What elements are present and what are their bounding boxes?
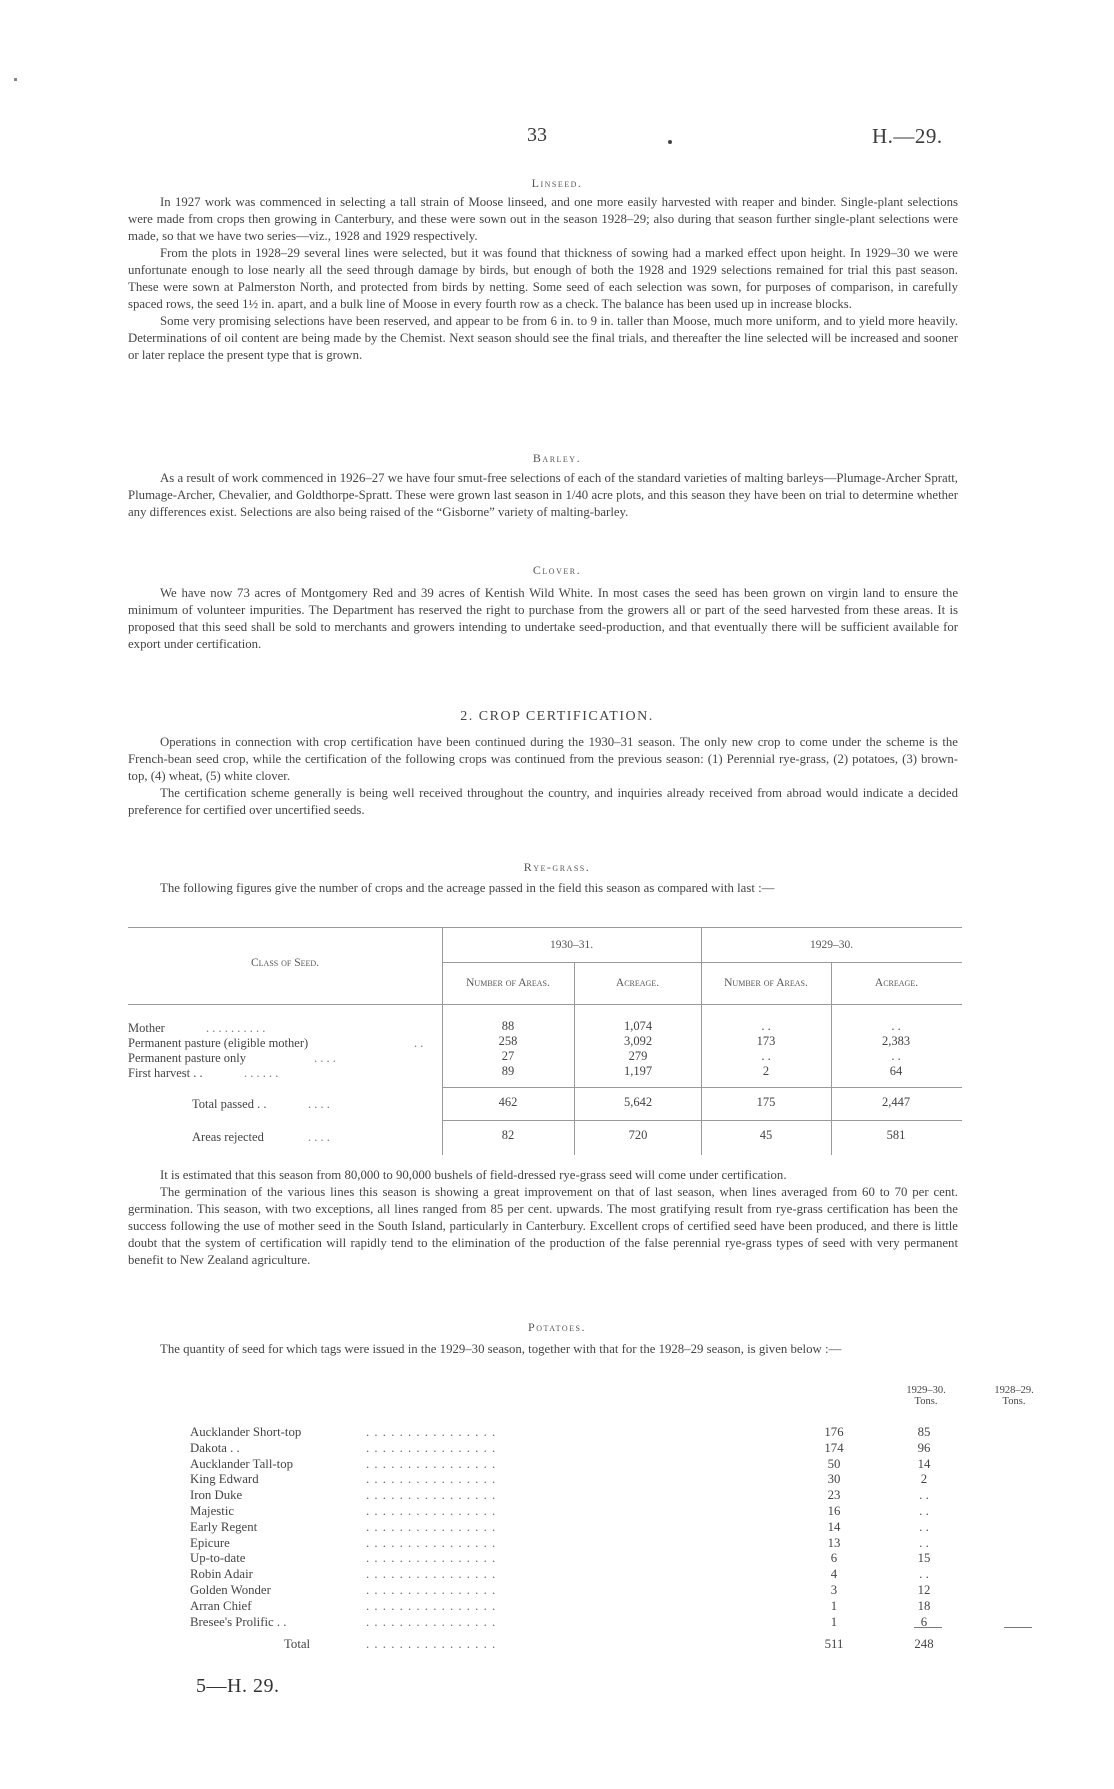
tons-1929-30: 1 — [830, 1614, 838, 1629]
row-label-permanent-only: Permanent pasture only — [128, 1051, 247, 1065]
rye-grass-intro-text: The following figures give the number of crops and the acreage passed in the field this season as compared with last :— — [160, 881, 775, 895]
total-1928-29: 248 — [914, 1637, 934, 1651]
rye-grass-heading: Rye-grass. — [523, 860, 591, 874]
row-label-permanent-eligible: Permanent pasture (eligible mother) — [128, 1036, 309, 1050]
table-vline-3 — [701, 927, 702, 1155]
tons-1928-29: 6 — [920, 1614, 928, 1629]
total-rule-1 — [914, 1627, 942, 1628]
table-top-rule — [128, 927, 962, 928]
tons-1929-30: 13 — [827, 1535, 841, 1550]
tons-1929-30: 14 — [827, 1519, 841, 1534]
crop-certification-heading: 2. CROP CERTIFICATION. — [460, 709, 654, 724]
tons-1929-30: 174 — [824, 1440, 844, 1455]
table-row — [190, 1488, 950, 1504]
potatoes-total-row — [284, 1637, 1044, 1653]
cell-value: 5,642 — [623, 1095, 653, 1109]
crop-certification-paragraph-1: Operations in connection with crop certification have been continued during the 1930–31 season. The only new crop to come under the scheme is the French-bean seed crop, while the certification of the following crops was continued from the previous season: (1) Perennial rye-grass, (2) potatoes, (3) brown-top, (4) wheat, (5) white clover. — [128, 735, 958, 783]
tons-1928-29: . . — [919, 1519, 929, 1534]
potatoes-intro-text: The quantity of seed for which tags were issued in the 1929–30 season, together with that for the 1928–29 season, is given below :— — [160, 1342, 842, 1356]
total-label: Total — [284, 1637, 311, 1651]
potato-variety: Iron Duke — [190, 1488, 243, 1503]
table-row — [190, 1583, 950, 1599]
clover-paragraph: We have now 73 acres of Montgomery Red and 39 acres of Kentish Wild White. In most cases the seed has been grown on virgin land to ensure the minimum of volunteer impurities. The Department has reserved the right to purchase from the growers all or part of the seed harvested from these areas. It is proposed that this seed shall be sold to merchants and growers intending to undertake seed-production, and that eventually there will be sufficient available for export under certification. — [128, 586, 958, 651]
dot-leader: . . . . . . . . . . . . . . . . — [366, 1567, 497, 1582]
cell-value: 82 — [501, 1128, 515, 1142]
tons-1929-30: 16 — [827, 1504, 841, 1518]
row-leader: . . . . — [314, 1051, 336, 1065]
cell-value: 88 — [501, 1019, 515, 1033]
potato-variety: King Edward — [190, 1472, 259, 1487]
cell-value: 173 — [756, 1034, 776, 1048]
tons-1929-30: 23 — [827, 1488, 841, 1503]
col-header-acreage-1929: Acreage. — [874, 977, 919, 989]
row-label-total-passed: Total passed . . — [192, 1097, 267, 1111]
total-leader: . . . . . . . . . . . . . . . . — [366, 1637, 497, 1651]
table-row — [190, 1520, 950, 1536]
dot-leader: . . . . . . . . . . . . . . . . — [366, 1598, 497, 1613]
cell-value: 2,447 — [881, 1095, 911, 1109]
cell-value: . . — [891, 1019, 901, 1033]
cell-value: . . — [761, 1019, 771, 1033]
tons-1928-29: . . — [919, 1488, 929, 1503]
potato-variety: Majestic — [190, 1504, 235, 1518]
potato-variety: Dakota . . — [190, 1440, 240, 1455]
rye-grass-paragraph-1: It is estimated that this season from 80,000 to 90,000 bushels of field-dressed rye-grass seed will come under certification. — [160, 1168, 787, 1182]
table-row — [190, 1599, 950, 1615]
class-of-seed-header: Class of Seed. — [250, 957, 320, 969]
potatoes-intro — [128, 1341, 958, 1358]
cell-value: 89 — [501, 1064, 515, 1078]
linseed-paragraph-1: In 1927 work was commenced in selecting a tall strain of Moose linseed, and one more easily harvested with reaper and binder. Single-plant selections were made from crops then growing in Canterbury, and these were sown out in the season 1928–29; also during that season further single-plant selections were made, so that we have two series—viz., 1928 and 1929 respectively. — [128, 195, 958, 243]
cell-value: 1,197 — [623, 1064, 653, 1078]
tons-1929-30: 1 — [830, 1598, 838, 1613]
row-leader: . . — [414, 1036, 424, 1050]
document-reference: H.—29. — [872, 124, 943, 148]
col-header-1928-29 — [984, 1385, 1044, 1407]
barley-paragraph: As a result of work commenced in 1926–27 we have four smut-free selections of each of the standard varieties of malting barleys—Plumage-Archer Spratt, Plumage-Archer, Chevalier, and Goldthorpe-Spratt. These were grown last season in 1/40 acre plots, and this season they have been on trial to determine whether any differences exist. Selections are also being raised of the “Gisborne” variety of malting-barley. — [128, 471, 958, 519]
dot-leader: . . . . . . . . . . . . . . . . — [366, 1488, 497, 1503]
group-header-1929-30: 1929–30. — [809, 939, 854, 951]
rye-grass-table — [128, 927, 962, 1155]
potato-variety: Golden Wonder — [190, 1583, 271, 1597]
potato-variety: Up-to-date — [190, 1551, 246, 1566]
crop-certification-body — [128, 734, 958, 819]
tons-1928-29: 96 — [917, 1440, 931, 1455]
tons-1928-29: 12 — [917, 1583, 931, 1597]
tons-1929-30: 6 — [830, 1551, 838, 1566]
dot-leader: . . . . . . . . . . . . . . . . — [366, 1535, 497, 1550]
dot-leader: . . . . . . . . . . . . . . . . — [366, 1551, 497, 1566]
potato-variety: Epicure — [190, 1535, 230, 1550]
row-leader: . . . . . . — [244, 1066, 279, 1080]
potato-variety: Arran Chief — [190, 1598, 252, 1613]
linseed-paragraph-3: Some very promising selections have been reserved, and appear to be from 6 in. to 9 in. taller than Moose, much more uniform, and to yield more heavily. Determinations of oil content are being made by the Chemist. Next season should see the final trials, and thereafter the line selected will be increased and sooner or later replace the present type that is grown. — [128, 314, 958, 362]
tons-1928-29: . . — [919, 1535, 929, 1550]
cell-value: 3,092 — [623, 1034, 653, 1048]
table-row — [190, 1472, 950, 1488]
cell-value: 2,383 — [881, 1034, 911, 1048]
row-leader: . . . . — [308, 1130, 330, 1144]
barley-heading: Barley. — [532, 451, 582, 465]
dot-leader: . . . . . . . . . . . . . . . . — [366, 1425, 497, 1439]
table-row — [190, 1615, 950, 1631]
dot-leader: . . . . . . . . . . . . . . . . — [366, 1440, 497, 1455]
tons-1929-30: 3 — [830, 1583, 838, 1597]
linseed-body — [128, 194, 958, 364]
row-label-areas-rejected: Areas rejected — [192, 1130, 264, 1144]
col-unit: Tons. — [1002, 1396, 1026, 1407]
crop-certification-paragraph-2: The certification scheme generally is being well received throughout the country, and inquiries already received from abroad would indicate a decided preference for certified over uncertified seeds. — [128, 786, 958, 817]
row-leader: . . . . — [308, 1097, 330, 1111]
potato-variety: Bresee's Prolific . . — [190, 1614, 287, 1629]
tons-1928-29: 2 — [920, 1472, 928, 1487]
cell-value: . . — [891, 1049, 901, 1063]
cell-value: 258 — [498, 1034, 518, 1048]
tons-1928-29: 15 — [917, 1551, 931, 1566]
dot-leader: . . . . . . . . . . . . . . . . — [366, 1472, 497, 1487]
tons-1928-29: . . — [919, 1567, 929, 1582]
print-dot — [668, 140, 672, 144]
col-year: 1928–29. — [994, 1385, 1034, 1396]
cell-value: 720 — [628, 1128, 648, 1142]
dot-leader: . . . . . . . . . . . . . . . . — [366, 1519, 497, 1534]
table-vline-2 — [574, 962, 575, 1155]
table-group-rule — [442, 962, 962, 963]
potato-variety: Early Regent — [190, 1519, 258, 1534]
cell-value: 45 — [759, 1128, 773, 1142]
tons-1929-30: 176 — [824, 1425, 844, 1439]
barley-body — [128, 470, 958, 521]
rye-grass-paragraph-2: The germination of the various lines this season is showing a great improvement on that of last season, when lines averaged from 60 to 70 per cent. germination. This season, with two exceptions, all lines ranged from 85 per cent. upwards. The most gratifying result from rye-grass certification has been the success following the use of mother seed in the South Island, particularly in Canterbury. Excellent crops of certified seed have been produced, and there is little doubt that the system of certification will rapidly tend to the elimination of the production of the false perennial rye-grass types of seed with very permanent benefit to New Zealand agriculture. — [128, 1185, 958, 1267]
margin-speck — [14, 78, 17, 81]
col-header-1929-30 — [896, 1385, 956, 1407]
clover-body — [128, 585, 958, 653]
cell-value: 64 — [889, 1064, 903, 1078]
cell-value: 27 — [501, 1049, 515, 1063]
col-header-areas-1930: Number of Areas. — [466, 977, 550, 989]
potato-variety: Robin Adair — [190, 1567, 253, 1582]
cell-value: 581 — [886, 1128, 906, 1142]
linseed-heading: Linseed. — [531, 176, 583, 190]
potato-variety: Aucklander Tall-top — [190, 1456, 293, 1471]
tons-1928-29: 14 — [917, 1456, 931, 1471]
table-row — [190, 1425, 950, 1441]
table-row — [190, 1441, 950, 1457]
table-row — [190, 1536, 950, 1552]
footer-signature: 5—H. 29. — [196, 1675, 280, 1697]
dot-leader: . . . . . . . . . . . . . . . . — [366, 1614, 497, 1629]
table-vline-4 — [831, 962, 832, 1155]
dot-leader: . . . . . . . . . . . . . . . . — [366, 1583, 497, 1597]
table-row — [190, 1567, 950, 1583]
table-total-rule — [442, 1087, 962, 1088]
tons-1928-29: 18 — [917, 1598, 931, 1613]
total-1929-30: 511 — [824, 1637, 844, 1651]
potato-variety: Aucklander Short-top — [190, 1425, 302, 1439]
potatoes-heading: Potatoes. — [528, 1320, 586, 1334]
tons-1929-30: 4 — [830, 1567, 838, 1582]
total-rule-2 — [1004, 1627, 1032, 1628]
table-row — [190, 1504, 950, 1520]
cell-value: 175 — [756, 1095, 776, 1109]
row-label-first-harvest: First harvest . . — [128, 1066, 203, 1080]
tons-1928-29: . . — [919, 1504, 929, 1518]
col-header-areas-1929: Number of Areas. — [724, 977, 808, 989]
dot-leader: . . . . . . . . . . . . . . . . — [366, 1504, 497, 1518]
cell-value: 462 — [498, 1095, 518, 1109]
row-leader-mother: . . . . . . . . . . — [206, 1021, 266, 1035]
row-label-mother: Mother — [128, 1021, 165, 1035]
cell-value: . . — [761, 1049, 771, 1063]
tons-1929-30: 50 — [827, 1456, 841, 1471]
rye-grass-body — [128, 1167, 958, 1269]
page-number: 33 — [527, 124, 547, 146]
clover-heading: Clover. — [532, 563, 582, 577]
dot-leader: . . . . . . . . . . . . . . . . — [366, 1456, 497, 1471]
table-vline-1 — [442, 927, 443, 1155]
tons-1929-30: 30 — [827, 1472, 841, 1487]
col-year: 1929–30. — [906, 1385, 946, 1396]
tons-1928-29: 85 — [917, 1425, 931, 1439]
rye-grass-intro — [128, 880, 958, 897]
table-rejected-rule — [442, 1120, 962, 1121]
cell-value: 1,074 — [623, 1019, 653, 1033]
cell-value: 279 — [628, 1049, 648, 1063]
group-header-1930-31: 1930–31. — [549, 939, 594, 951]
table-header-rule — [128, 1004, 962, 1005]
cell-value: 2 — [762, 1064, 770, 1078]
linseed-paragraph-2: From the plots in 1928–29 several lines were selected, but it was found that thickness of sowing had a marked effect upon height. In 1929–30 we were unfortunate enough to lose nearly all the seed through damage by birds, but enough of both the 1928 and 1929 selections remained for trial this past season. These were sown at Palmerston North, and protected from birds by netting. Some seed of each selection was sown, for purposes of comparison, in carefully spaced rows, the seed 1½ in. apart, and a bulk line of Moose in every fourth row as a check. The balance has been used up in increase blocks. — [128, 246, 958, 311]
table-row — [190, 1457, 950, 1473]
col-unit: Tons. — [914, 1396, 938, 1407]
table-row — [190, 1551, 950, 1567]
col-header-acreage-1930: Acreage. — [615, 977, 660, 989]
